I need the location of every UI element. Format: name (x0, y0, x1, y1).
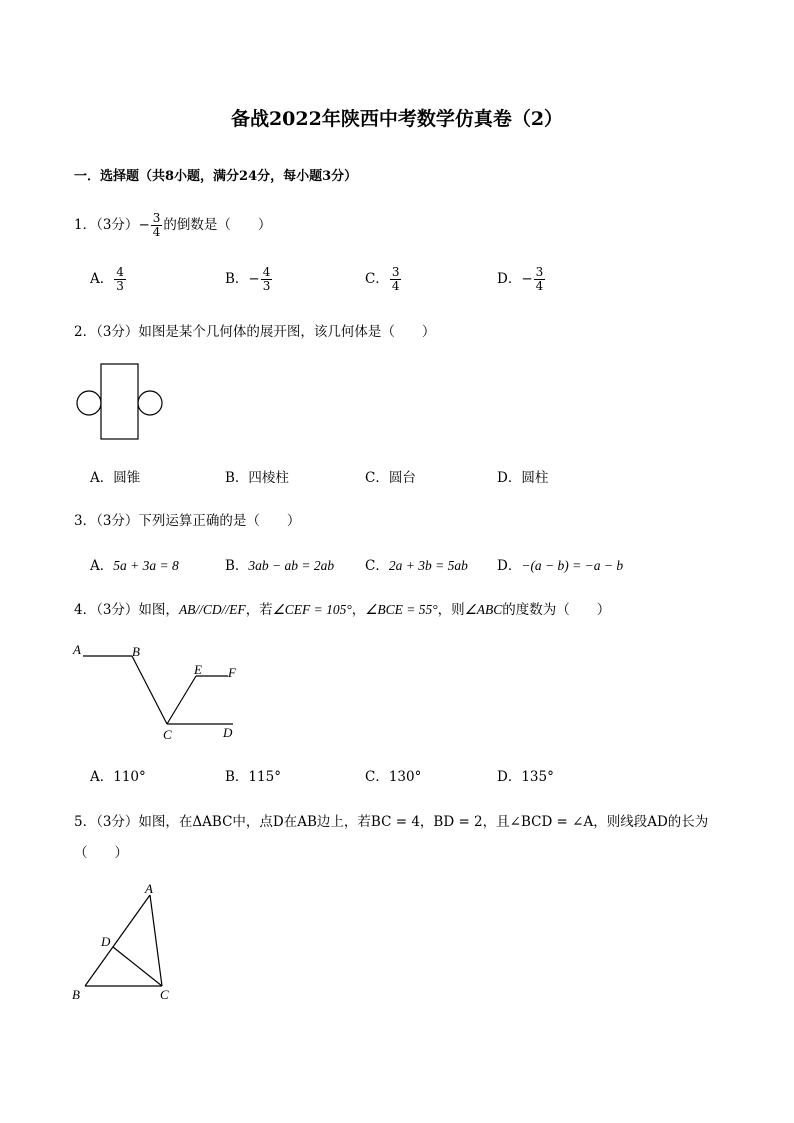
q2-cylinder-net-figure (70, 360, 170, 444)
q5-label-b: B (72, 987, 80, 1002)
q1-option-d-sign: − (521, 271, 533, 287)
q1-frac-den: 4 (152, 225, 161, 239)
question-4 (74, 598, 610, 618)
q1-option-a-num: 4 (116, 265, 124, 279)
q1-option-c-den: 4 (391, 279, 400, 293)
q1-option-d-fraction (534, 266, 546, 293)
page-title: 备战2022年陕西中考数学仿真卷（2） (230, 108, 564, 130)
q4-option-b[interactable]: B．115° (225, 769, 281, 785)
q5-triangle-figure (68, 880, 178, 1005)
q2-net-right-circle (138, 391, 162, 415)
q1-option-c-label: C． (365, 271, 389, 287)
q1-option-c-num: 3 (391, 265, 400, 279)
question-5: 5．（3分）如图，在ΔABC中，点D在AB边上，若BC = 4，BD = 2，且∠BCD = ∠A，则线段AD的长为 (74, 814, 709, 830)
q4-angle-cef: ∠CEF = 105° (272, 602, 352, 617)
q4-angle-abc: ∠ABC (464, 602, 503, 617)
q1-option-d[interactable] (497, 266, 546, 293)
q5-side-ac (150, 895, 162, 986)
q1-option-d-den: 4 (535, 279, 544, 293)
q1-option-d-num: 3 (535, 265, 544, 279)
q3-option-b[interactable] (225, 554, 334, 574)
q4-angle-bce: ∠BCE = 55° (365, 602, 438, 617)
q4-label-f: F (228, 665, 236, 680)
q4-connector-3: ，则 (437, 602, 465, 618)
q3-option-a[interactable] (90, 554, 179, 574)
q1-option-b[interactable] (225, 266, 273, 293)
q1-option-a-label: A． (90, 271, 114, 287)
question-3: 3．（3分）下列运算正确的是（ ） (74, 513, 301, 529)
q1-frac-num: 3 (152, 211, 161, 225)
q2-net-left-circle (77, 391, 101, 415)
q3-option-c-label: C． (365, 558, 389, 574)
q1-sign: − (138, 217, 150, 233)
q2-net-rectangle (101, 364, 138, 439)
q4-line-bc (132, 656, 167, 724)
q1-option-b-sign: − (248, 271, 260, 287)
q4-suffix: 的度数为（ ） (502, 602, 611, 618)
q4-option-d[interactable]: D．135° (497, 769, 554, 785)
q3-option-d-label: D． (497, 558, 522, 574)
q1-fraction (151, 212, 163, 239)
q4-label-a: A (73, 642, 81, 657)
q4-label-c: C (163, 727, 172, 742)
q5-label-c: C (160, 987, 169, 1002)
q3-option-c-expr: 2a + 3b = 5ab (388, 558, 468, 573)
q5-segment-cd (113, 947, 162, 986)
q1-option-a-den: 3 (116, 279, 124, 293)
q4-option-c[interactable]: C．130° (365, 769, 422, 785)
q2-option-a[interactable]: A．圆锥 (90, 470, 141, 486)
q4-connector-2: ， (351, 602, 366, 618)
q5-label-a: A (145, 881, 153, 896)
q4-parallel-condition: AB//CD//EF (178, 602, 246, 617)
q3-option-a-expr: 5a + 3a = 8 (113, 558, 179, 573)
q1-option-d-label: D． (497, 271, 522, 287)
q1-option-c[interactable] (365, 266, 402, 293)
q1-prefix: 1．（3分） (74, 217, 139, 233)
q1-option-c-fraction (390, 266, 402, 293)
q1-suffix: 的倒数是（ ） (163, 217, 272, 233)
q3-option-d-expr: −(a − b) = −a − b (521, 558, 624, 573)
q2-option-b[interactable]: B．四棱柱 (225, 470, 289, 486)
q4-prefix: 4．（3分）如图， (74, 602, 179, 618)
q4-label-e: E (194, 662, 202, 677)
q4-option-a[interactable]: A．110° (90, 769, 146, 785)
q4-label-d: D (223, 725, 233, 740)
q2-option-c[interactable]: C．圆台 (365, 470, 416, 486)
q1-option-b-num: 4 (262, 265, 271, 279)
question-5-continued: （ ） (74, 845, 128, 861)
q1-option-b-label: B． (225, 271, 249, 287)
q3-option-b-expr: 3ab − ab = 2ab (248, 558, 335, 573)
q4-line-ce (167, 676, 196, 724)
q4-connector-1: ，若 (245, 602, 273, 618)
q4-parallel-lines-figure (70, 638, 245, 744)
q1-option-a[interactable] (90, 266, 127, 293)
q1-option-b-den: 3 (262, 279, 271, 293)
q3-option-b-label: B． (225, 558, 249, 574)
q4-label-b: B (132, 644, 140, 659)
q3-option-d[interactable] (497, 554, 623, 574)
section-heading: 一．选择题（共8小题，满分24分，每小题3分） (74, 169, 358, 184)
q3-option-a-label: A． (90, 558, 114, 574)
q2-option-d[interactable]: D．圆柱 (497, 470, 549, 486)
q3-option-c[interactable] (365, 554, 468, 574)
question-2: 2．（3分）如图是某个几何体的展开图，该几何体是（ ） (74, 324, 436, 340)
q5-side-ab (85, 895, 150, 986)
q5-label-d: D (101, 934, 111, 949)
q1-option-b-fraction (261, 266, 273, 293)
q1-option-a-fraction (114, 266, 126, 293)
question-1 (74, 212, 271, 239)
